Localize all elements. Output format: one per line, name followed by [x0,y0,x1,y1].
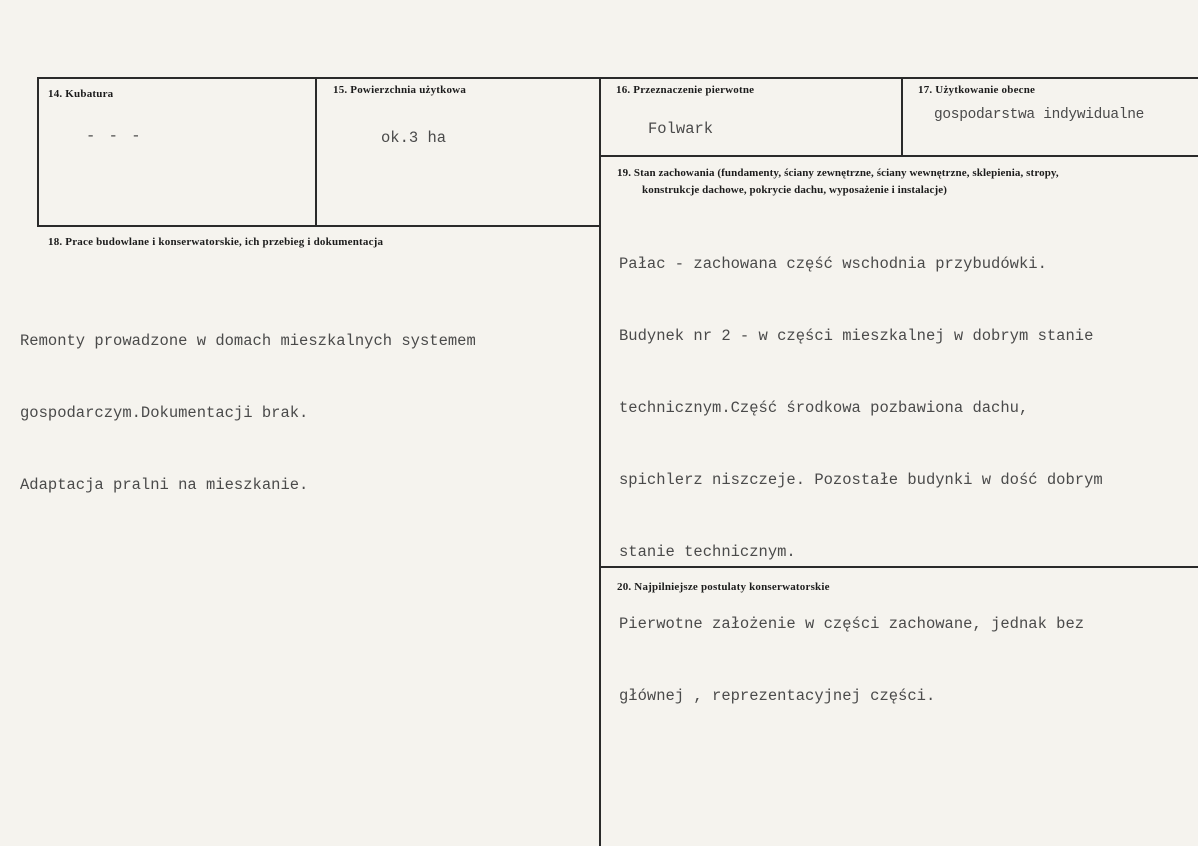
field-17-label: 17. Użytkowanie obecne [918,84,1036,96]
field-18-line: Remonty prowadzone w domach mieszkalnych systemem [20,332,476,350]
line-below-14-15 [37,225,601,227]
field-14-value: - - - [86,127,143,145]
field-18-line: Adaptacja pralni na mieszkanie. [20,476,309,494]
field-16-label: 16. Przeznaczenie pierwotne [616,84,755,96]
left-border-line [37,77,39,227]
divider-center [599,77,601,846]
field-15-value: ok.3 ha [381,129,447,147]
field-19-line: głównej , reprezentacyjnej części. [619,687,936,705]
field-19-line: technicznym.Część środkowa pozbawiona dachu, [619,399,1029,417]
field-18-text [20,281,476,521]
field-19-line: Budynek nr 2 - w części mieszkalnej w dobrym stanie [619,327,1094,345]
field-19-label-line1: 19. Stan zachowania (fundamenty, ściany zewnętrzne, ściany wewnętrzne, sklepienia, stropy, [617,167,1059,179]
field-17-value: gospodarstwa indywidualne [934,107,1145,123]
field-19-line: stanie technicznym. [619,543,796,561]
field-19-line: Pierwotne założenie w części zachowane, jednak bez [619,615,1085,633]
field-14-label: 14. Kubatura [48,88,114,100]
field-16-value: Folwark [648,120,714,138]
top-border-line [37,77,1198,79]
field-15-label: 15. Powierzchnia użytkowa [333,84,467,96]
line-below-16-17 [599,155,1198,157]
field-19-label [617,165,1059,199]
field-20-label: 20. Najpilniejsze postulaty konserwatorskie [617,581,830,593]
field-19-label-line2: konstrukcje dachowe, pokrycie dachu, wyposażenie i instalacje) [642,184,948,196]
divider-14-15 [315,77,317,226]
field-19-line: spichlerz niszczeje. Pozostałe budynki w dość dobrym [619,471,1103,489]
field-18-line: gospodarczym.Dokumentacji brak. [20,404,309,422]
field-19-line: Pałac - zachowana część wschodnia przybudówki. [619,255,1047,273]
field-19-text [619,204,1103,732]
field-18-label: 18. Prace budowlane i konserwatorskie, ich przebieg i dokumentacja [48,236,384,248]
divider-16-17 [901,77,903,156]
